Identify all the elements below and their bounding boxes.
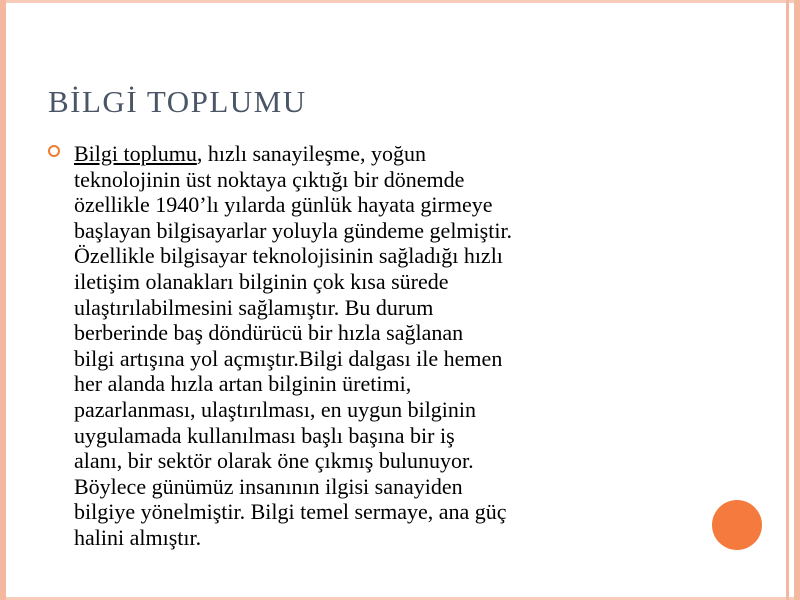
body-line: alanı, bir sektör olarak öne çıkmış bulunuyor.: [74, 448, 474, 474]
body-line: başlayan bilgisayarlar yoluyla gündeme gelmiştir.: [74, 217, 513, 243]
body-line: ulaştırılabilmesini sağlamıştır. Bu durum: [74, 294, 434, 320]
frame-left-border: [0, 0, 6, 600]
body-line-1: [74, 141, 714, 167]
body-line: teknolojinin üst noktaya çıktığı bir dönemde: [74, 166, 465, 192]
body-line: iletişim olanakları bilginin çok kısa sürede: [74, 268, 449, 294]
frame-top-border: [0, 0, 800, 3]
body-line: bilgi artışına yol açmıştır.Bilgi dalgası ile hemen: [74, 345, 503, 371]
body-line: her alanda hızla artan bilginin üretimi,: [74, 371, 412, 397]
body-line: uygulamada kullanılması başlı başına bir iş: [74, 422, 455, 448]
orange-circle-icon: [712, 500, 762, 550]
body-line: halini almıştır.: [74, 524, 202, 550]
bilgi-toplumu-link[interactable]: Bilgi toplumu: [74, 141, 197, 166]
slide-title: BİLGİ TOPLUMU: [48, 84, 307, 119]
frame-right-outer-border: [794, 0, 800, 600]
bullet-icon: [48, 145, 60, 157]
body-line-1-rest: , hızlı sanayileşme, yoğun: [196, 141, 426, 166]
body-line: özellikle 1940’lı yılarda günlük hayata girmeye: [74, 192, 493, 218]
body-line: pazarlanması, ulaştırılması, en uygun bilginin: [74, 396, 477, 422]
body-line: berberinde baş döndürücü bir hızla sağlanan: [74, 320, 464, 346]
body-paragraph: [74, 141, 714, 551]
body-line: Böylece günümüz insanının ilgisi sanayiden: [74, 473, 463, 499]
frame-right-inner-border: [786, 0, 789, 600]
body-line: bilgiye yönelmiştir. Bilgi temel sermaye, ana güç: [74, 499, 507, 525]
body-line: Özellikle bilgisayar teknolojisinin sağladığı hızlı: [74, 243, 503, 269]
